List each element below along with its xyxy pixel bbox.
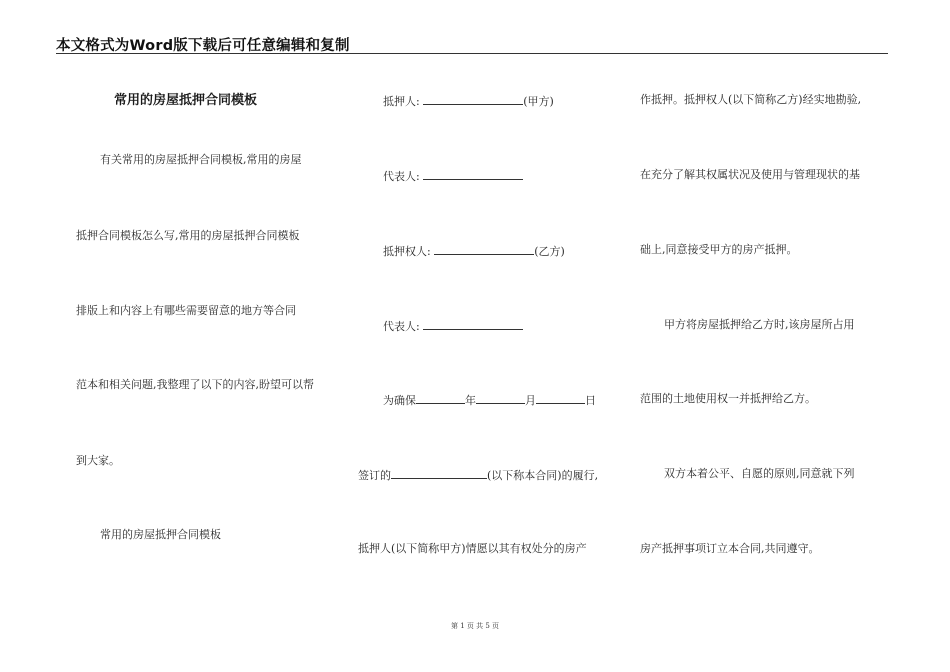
signed-line: [358, 467, 598, 483]
pledgor-label: 抵押人:: [383, 95, 420, 108]
representative-blank: [423, 318, 523, 330]
signed-label: 签订的: [358, 469, 391, 482]
paragraph-line: 在充分了解其权属状况及使用与管理现状的基: [640, 168, 860, 181]
paragraph-line: 有关常用的房屋抵押合同模板,常用的房屋: [100, 153, 302, 166]
representative-line: [383, 318, 523, 334]
header-text: 本文格式为Word版下载后可任意编辑和复制: [56, 38, 350, 54]
contract-name-blank: [391, 467, 487, 479]
representative-line: [383, 168, 523, 184]
date-line: [383, 392, 596, 408]
year-blank: [416, 392, 465, 404]
paragraph-line: 甲方将房屋抵押给乙方时,该房屋所占用: [664, 318, 855, 331]
paragraph-line: 排版上和内容上有哪些需要留意的地方等合同: [76, 304, 296, 317]
representative-label: 代表人:: [383, 320, 420, 333]
day-blank: [536, 392, 585, 404]
pledgor-blank: [423, 93, 523, 105]
representative-blank: [423, 168, 523, 180]
paragraph-line: 房产抵押事项订立本合同,共同遵守。: [640, 542, 820, 555]
pledgee-blank: [434, 243, 534, 255]
paragraph-line: 范围的土地使用权一并抵押给乙方。: [640, 392, 816, 405]
paragraph-line: 双方本着公平、自愿的原则,同意就下列: [664, 467, 855, 480]
section-heading: 常用的房屋抵押合同模板: [100, 528, 221, 541]
ensure-label: 为确保: [383, 394, 416, 407]
pledgee-line: [383, 243, 565, 259]
month-blank: [476, 392, 525, 404]
pledgee-suffix: (乙方): [534, 245, 565, 258]
paragraph-line: 础上,同意接受甲方的房产抵押。: [640, 243, 798, 256]
pledgor-suffix: (甲方): [523, 95, 554, 108]
page-number: 第 1 页 共 5 页: [450, 622, 500, 630]
document-title: 常用的房屋抵押合同模板: [114, 93, 258, 108]
signed-suffix: (以下称本合同)的履行,: [487, 469, 599, 482]
page-header: [56, 34, 888, 54]
day-label: 日: [585, 394, 596, 407]
paragraph-line: 范本和相关问题,我整理了以下的内容,盼望可以帮: [76, 378, 314, 391]
paragraph-line: 抵押人(以下简称甲方)情愿以其有权处分的房产: [358, 542, 587, 555]
representative-label: 代表人:: [383, 170, 420, 183]
pledgor-line: [383, 93, 554, 109]
header-divider: [56, 53, 888, 54]
paragraph-line: 抵押合同模板怎么写,常用的房屋抵押合同模板: [76, 229, 300, 242]
paragraph-line: 作抵押。抵押权人(以下简称乙方)经实地勘验,: [640, 93, 862, 106]
year-label: 年: [465, 394, 476, 407]
paragraph-line: 到大家。: [76, 454, 120, 467]
month-label: 月: [525, 394, 536, 407]
pledgee-label: 抵押权人:: [383, 245, 431, 258]
